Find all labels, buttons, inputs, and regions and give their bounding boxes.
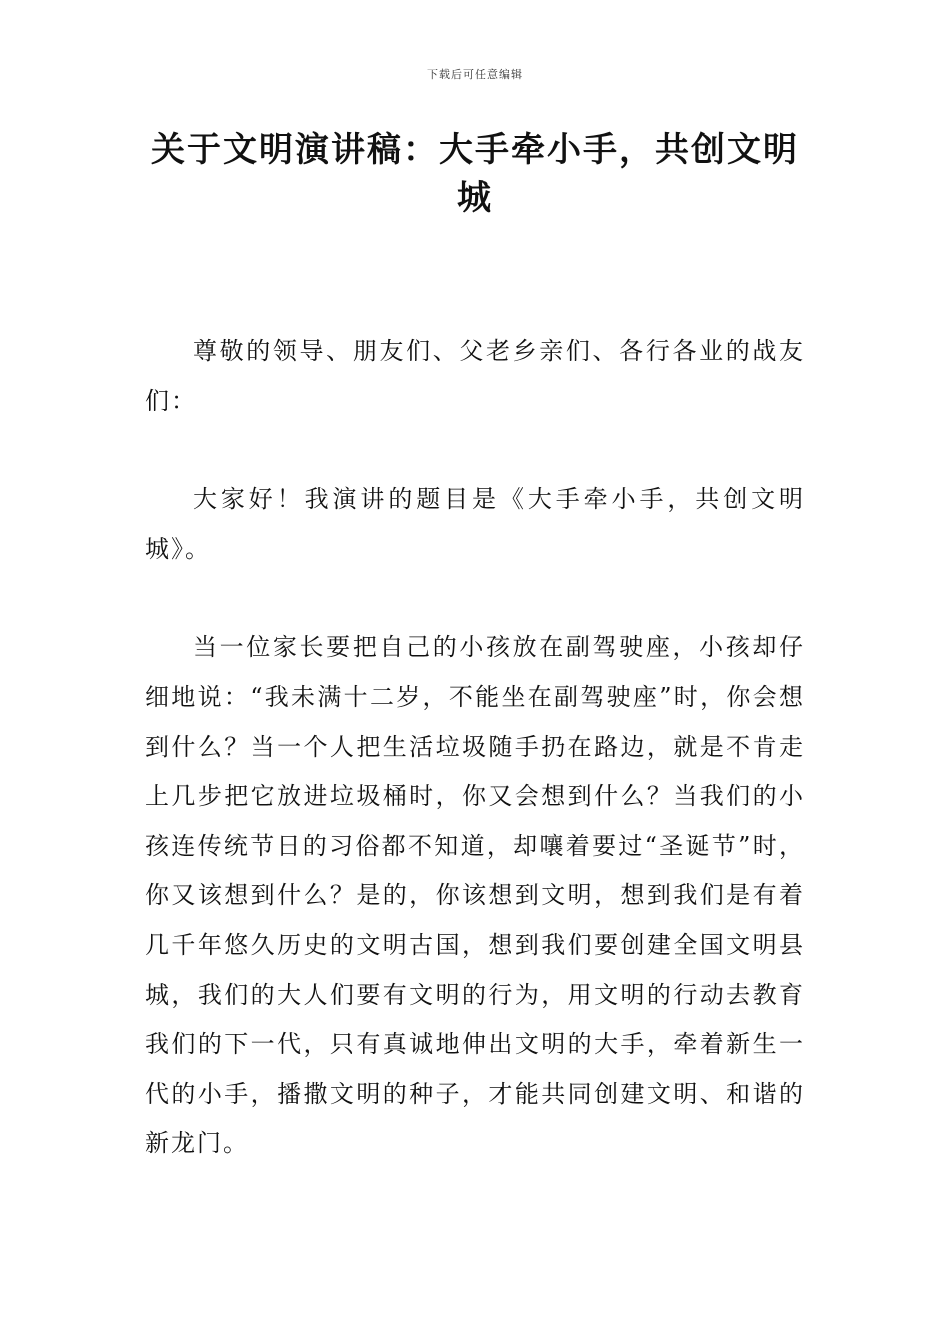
- paragraph-greeting: 大家好！我演讲的题目是《大手牵小手，共创文明城》。: [145, 485, 805, 563]
- paragraph-main: 当一位家长要把自己的小孩放在副驾驶座，小孩却仔细地说：“我未满十二岁，不能坐在副驾驶座”时，你会想到什么？当一个人把生活垃圾随手扔在路边，就是不肯走上几步把它放进垃圾桶时，你又会想到什么？当我们的小孩连传统节日的习俗都不知道，却嚷着要过“圣诞节”时，你又该想到什么？是的，你该想到文明，想到我们是有着几千年悠久历史的文明古国，想到我们要创建全国文明县城，我们的大人们要有文明的行为，用文明的行动去教育我们的下一代，只有真诚地伸出文明的大手，牵着新生一代的小手，播撒文明的种子，才能共同创建文明、和谐的新龙门。: [145, 633, 805, 1158]
- paragraph-salutation: 尊敬的领导、朋友们、父老乡亲们、各行各业的战友们：: [145, 337, 805, 415]
- header-note: 下载后可任意编辑: [427, 68, 523, 81]
- document-body: [145, 327, 805, 1218]
- document-title: 关于文明演讲稿：大手牵小手，共创文明城: [151, 130, 799, 218]
